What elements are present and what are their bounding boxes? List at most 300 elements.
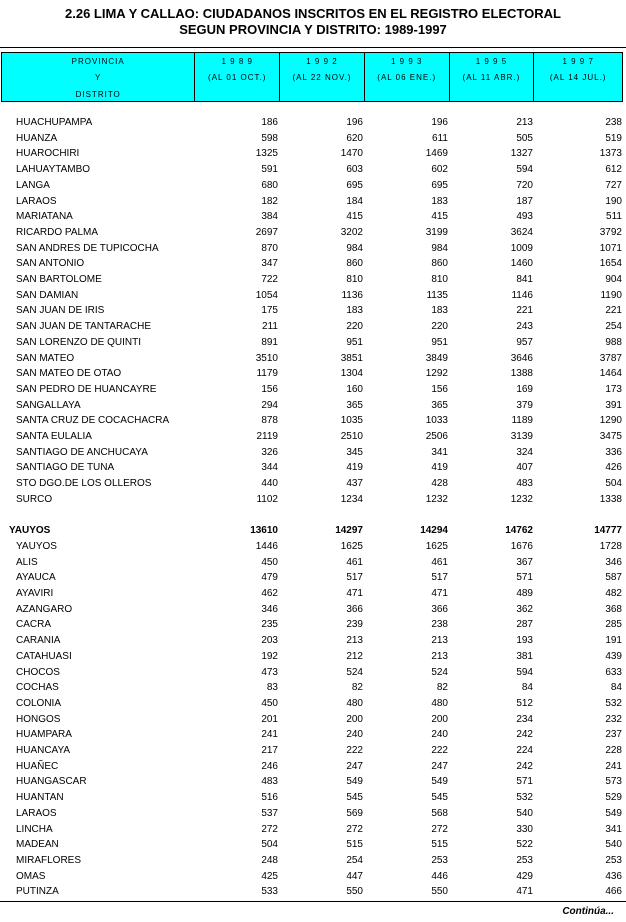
row-value: 213: [431, 635, 448, 647]
table-row: [0, 617, 626, 632]
row-name: LANGA: [16, 179, 50, 191]
row-value: 239: [346, 619, 363, 631]
row-value: 272: [346, 823, 363, 835]
header-year-1997: [534, 53, 622, 101]
row-value: 175: [261, 305, 278, 317]
row-value: 213: [346, 635, 363, 647]
row-name: YAUYOS: [16, 540, 57, 552]
table-row: [0, 209, 626, 224]
row-name: ALIS: [16, 556, 38, 568]
row-value: 196: [431, 117, 448, 128]
row-value: 221: [516, 305, 533, 317]
header-year-1992: [280, 53, 365, 101]
row-value: 904: [605, 274, 622, 285]
row-value: 532: [516, 792, 533, 804]
row-value: 1304: [340, 368, 363, 380]
row-name: HUANGASCAR: [16, 776, 87, 788]
table-row: [0, 241, 626, 256]
row-value: 367: [516, 556, 533, 568]
province-row: [0, 523, 626, 538]
table-row: [0, 335, 626, 350]
table-row: [0, 351, 626, 366]
row-value: 1446: [255, 540, 278, 552]
row-value: 3624: [510, 226, 533, 238]
row-value: 504: [605, 478, 622, 490]
row-value: 347: [261, 258, 278, 270]
row-value: 1189: [511, 415, 533, 427]
header-year-1993: [365, 53, 450, 101]
row-value: 192: [261, 650, 278, 662]
row-value: 471: [431, 588, 448, 599]
row-value: 193: [516, 635, 533, 647]
header-year: 1 9 9 3: [390, 57, 423, 66]
table-row: [0, 492, 626, 507]
row-value: 568: [431, 807, 448, 819]
row-value: 483: [516, 478, 533, 490]
row-value: 3475: [599, 431, 622, 442]
table-row: [0, 759, 626, 774]
row-value: 253: [605, 854, 622, 866]
header-year: 1 9 9 2: [306, 57, 338, 66]
row-value: 190: [605, 195, 622, 207]
row-value: 602: [431, 164, 448, 176]
row-value: 1654: [599, 258, 622, 270]
row-value: 14777: [594, 525, 622, 537]
row-name: HUANCAYA: [16, 745, 71, 756]
row-value: 365: [431, 399, 448, 411]
table-row: [0, 790, 626, 805]
table-row: [0, 555, 626, 570]
row-value: 1136: [341, 289, 363, 301]
table-row: [0, 539, 626, 554]
row-value: 182: [261, 195, 278, 207]
row-value: 549: [605, 807, 622, 819]
row-value: 235: [261, 619, 278, 631]
row-value: 429: [516, 870, 533, 882]
table-row: [0, 162, 626, 177]
row-name: CARANIA: [16, 635, 61, 647]
row-value: 515: [431, 839, 448, 851]
row-value: 1179: [256, 368, 278, 380]
row-name: SAN MATEO DE OTAO: [16, 368, 122, 380]
table-row: [0, 429, 626, 444]
row-value: 611: [432, 132, 448, 144]
row-value: 3851: [340, 352, 363, 364]
row-value: 1388: [510, 368, 533, 380]
row-value: 160: [346, 383, 363, 395]
row-value: 425: [261, 870, 278, 882]
table-row: [0, 115, 626, 130]
row-name: AZANGARO: [16, 603, 73, 615]
row-value: 83: [266, 682, 278, 694]
table-row: [0, 194, 626, 209]
row-value: 571: [516, 572, 533, 584]
row-value: 3849: [425, 352, 448, 364]
row-name: HUAROCHIRI: [16, 148, 80, 160]
row-value: 184: [346, 195, 363, 207]
row-value: 878: [261, 415, 278, 427]
row-value: 222: [431, 745, 448, 756]
row-value: 524: [431, 666, 448, 678]
row-value: 196: [346, 117, 363, 128]
row-value: 294: [261, 399, 278, 411]
row-name: SAN JUAN DE IRIS: [16, 305, 105, 317]
table-row: [0, 602, 626, 617]
row-name: OMAS: [16, 870, 46, 882]
row-value: 571: [516, 776, 533, 788]
row-value: 603: [346, 164, 363, 176]
row-value: 366: [431, 603, 448, 615]
row-value: 384: [261, 211, 278, 223]
table-row: [0, 680, 626, 695]
row-name: HONGOS: [16, 713, 61, 725]
row-value: 594: [516, 666, 533, 678]
row-name: HUANZA: [16, 132, 58, 144]
table-row: [0, 366, 626, 381]
table-row: [0, 570, 626, 585]
row-name: RICARDO PALMA: [16, 226, 99, 238]
row-value: 391: [605, 399, 622, 411]
row-value: 540: [516, 807, 533, 819]
row-value: 428: [431, 478, 448, 490]
row-value: 473: [261, 666, 278, 678]
row-name: HUAÑEC: [16, 760, 59, 772]
header-year: 1 9 9 7: [562, 57, 594, 66]
row-name: HUANTAN: [16, 792, 64, 804]
row-value: 243: [516, 321, 533, 333]
row-value: 415: [346, 211, 363, 223]
row-value: 241: [261, 729, 278, 741]
row-value: 512: [516, 697, 533, 709]
row-name: LARAOS: [16, 807, 57, 819]
row-value: 3792: [599, 226, 622, 238]
row-value: 200: [346, 713, 363, 725]
row-value: 489: [516, 588, 533, 599]
row-value: 253: [516, 854, 533, 866]
row-value: 345: [346, 446, 363, 458]
row-value: 203: [261, 635, 278, 647]
row-value: 247: [346, 760, 363, 772]
row-value: 173: [605, 383, 622, 395]
row-value: 483: [261, 776, 278, 788]
table-row: [0, 288, 626, 303]
row-value: 598: [261, 132, 278, 144]
row-name: SURCO: [16, 493, 53, 505]
row-value: 479: [261, 572, 278, 584]
row-value: 212: [346, 650, 363, 662]
row-value: 1325: [255, 148, 278, 160]
row-value: 221: [605, 305, 622, 317]
row-name: COLONIA: [16, 697, 62, 709]
row-name: HUACHUPAMPA: [16, 117, 93, 128]
row-value: 14294: [420, 525, 448, 537]
row-name: SANTA EULALIA: [16, 431, 92, 442]
row-value: 156: [261, 383, 278, 395]
table-header: [1, 52, 623, 102]
row-value: 1035: [340, 415, 363, 427]
row-name: SANTIAGO DE ANCHUCAYA: [16, 446, 148, 458]
row-value: 951: [346, 336, 363, 348]
row-value: 533: [261, 886, 278, 898]
row-value: 324: [516, 446, 533, 458]
row-value: 379: [516, 399, 533, 411]
row-value: 330: [516, 823, 533, 835]
row-value: 1470: [340, 148, 363, 160]
row-value: 253: [431, 854, 448, 866]
row-value: 522: [516, 839, 533, 851]
table-row: [0, 256, 626, 271]
bottom-rule: [0, 901, 626, 902]
row-value: 462: [261, 588, 278, 599]
row-value: 187: [516, 195, 533, 207]
table-subtitle: SEGUN PROVINCIA Y DISTRITO: 1989-1997: [179, 22, 447, 37]
row-value: 234: [516, 713, 533, 725]
row-value: 213: [516, 117, 533, 128]
row-value: 2510: [340, 431, 363, 442]
row-value: 426: [605, 462, 622, 474]
row-value: 1373: [599, 148, 622, 160]
row-value: 183: [346, 305, 363, 317]
row-value: 3199: [425, 226, 448, 238]
row-value: 450: [261, 697, 278, 709]
table-row: [0, 146, 626, 161]
row-value: 419: [431, 462, 448, 474]
row-value: 220: [346, 321, 363, 333]
row-name: AYAUCA: [16, 572, 56, 584]
table-title: 2.26 LIMA Y CALLAO: CIUDADANOS INSCRITOS EN EL REGISTRO ELECTORAL: [65, 6, 561, 21]
row-value: 336: [605, 446, 622, 458]
row-value: 366: [346, 603, 363, 615]
row-value: 82: [351, 682, 363, 694]
table-row: [0, 743, 626, 758]
row-value: 213: [431, 650, 448, 662]
row-value: 238: [605, 117, 622, 128]
row-value: 727: [605, 179, 622, 191]
row-value: 2697: [255, 226, 278, 238]
row-value: 1625: [425, 540, 448, 552]
row-value: 1232: [425, 493, 448, 505]
row-name: SAN PEDRO DE HUANCAYRE: [16, 383, 157, 395]
row-value: 722: [261, 274, 278, 285]
row-value: 84: [521, 682, 533, 694]
row-value: 1054: [255, 289, 278, 301]
row-value: 482: [605, 588, 622, 599]
row-value: 1625: [340, 540, 363, 552]
row-value: 515: [346, 839, 363, 851]
row-value: 891: [261, 336, 278, 348]
row-value: 951: [431, 336, 448, 348]
row-name: SAN MATEO: [16, 352, 75, 364]
row-value: 220: [431, 321, 448, 333]
row-value: 2119: [256, 431, 278, 442]
row-value: 1146: [511, 289, 533, 301]
row-value: 446: [431, 870, 448, 882]
row-value: 1676: [510, 540, 533, 552]
row-value: 480: [346, 697, 363, 709]
row-value: 242: [516, 729, 533, 741]
row-value: 13610: [250, 525, 278, 537]
row-value: 1469: [425, 148, 448, 160]
header-year-1995: [450, 53, 535, 101]
row-value: 545: [431, 792, 448, 804]
row-value: 242: [516, 760, 533, 772]
row-value: 246: [261, 760, 278, 772]
row-value: 186: [261, 117, 278, 128]
row-value: 272: [431, 823, 448, 835]
table-row: [0, 806, 626, 821]
row-value: 1232: [510, 493, 533, 505]
row-value: 341: [605, 823, 622, 835]
row-value: 545: [346, 792, 363, 804]
row-value: 524: [346, 666, 363, 678]
row-name: CACRA: [16, 619, 52, 631]
row-value: 529: [605, 792, 622, 804]
top-rule: [0, 47, 626, 48]
row-value: 591: [261, 164, 278, 176]
row-value: 504: [261, 839, 278, 851]
row-value: 870: [261, 242, 278, 254]
row-value: 695: [431, 179, 448, 191]
row-name: PUTINZA: [16, 886, 59, 898]
row-value: 368: [605, 603, 622, 615]
row-value: 1071: [599, 242, 622, 254]
continua-note: Continúa...: [562, 906, 614, 917]
row-value: 447: [346, 870, 363, 882]
header-label-y: Y: [95, 73, 102, 82]
table-row: [0, 272, 626, 287]
row-value: 346: [261, 603, 278, 615]
row-value: 532: [605, 697, 622, 709]
row-name: LINCHA: [16, 823, 53, 835]
row-value: 407: [516, 462, 533, 474]
row-value: 3787: [599, 352, 622, 364]
table-row: [0, 712, 626, 727]
row-value: 1290: [599, 415, 622, 427]
row-name: SAN ANTONIO: [16, 258, 85, 270]
table-row: [0, 649, 626, 664]
row-value: 217: [261, 745, 278, 756]
row-value: 1728: [599, 540, 622, 552]
row-value: 984: [431, 242, 448, 254]
row-value: 240: [346, 729, 363, 741]
row-value: 169: [516, 383, 533, 395]
table-row: [0, 131, 626, 146]
row-value: 346: [605, 556, 622, 568]
row-value: 3139: [510, 431, 533, 442]
table-row: [0, 476, 626, 491]
row-value: 254: [605, 321, 622, 333]
row-value: 810: [431, 274, 448, 285]
row-value: 285: [605, 619, 622, 631]
row-name: YAUYOS: [9, 525, 51, 537]
row-value: 238: [431, 619, 448, 631]
row-value: 1190: [600, 289, 622, 301]
table-row: [0, 869, 626, 884]
row-value: 1327: [510, 148, 533, 160]
header-year-1989: [195, 53, 280, 101]
row-value: 287: [516, 619, 533, 631]
row-name: STO DGO.DE LOS OLLEROS: [16, 478, 152, 490]
table-row: [0, 853, 626, 868]
header-date: (AL 01 OCT.): [208, 73, 267, 82]
row-name: SANTIAGO DE TUNA: [16, 462, 115, 474]
row-value: 437: [346, 478, 363, 490]
header-year: 1 9 8 9: [221, 57, 253, 66]
row-value: 3510: [255, 352, 278, 364]
table-row: [0, 727, 626, 742]
row-value: 224: [516, 745, 533, 756]
table-row: [0, 398, 626, 413]
table-row: [0, 460, 626, 475]
row-value: 860: [346, 258, 363, 270]
row-value: 680: [261, 179, 278, 191]
row-value: 860: [431, 258, 448, 270]
row-value: 222: [346, 745, 363, 756]
row-value: 573: [605, 776, 622, 788]
row-value: 1464: [599, 368, 622, 380]
row-value: 540: [605, 839, 622, 851]
header-date: (AL 22 NOV.): [292, 73, 352, 82]
row-name: CHOCOS: [16, 666, 60, 678]
table-row: [0, 822, 626, 837]
row-value: 569: [346, 807, 363, 819]
row-value: 587: [605, 572, 622, 584]
row-name: SAN BARTOLOME: [16, 274, 102, 285]
row-value: 439: [605, 650, 622, 662]
row-value: 156: [431, 383, 448, 395]
row-value: 248: [261, 854, 278, 866]
row-name: SAN DAMIAN: [16, 289, 79, 301]
table-row: [0, 774, 626, 789]
row-name: SAN JUAN DE TANTARACHE: [16, 321, 152, 333]
row-value: 191: [605, 635, 622, 647]
row-value: 633: [605, 666, 622, 678]
row-value: 326: [261, 446, 278, 458]
row-value: 211: [262, 321, 278, 333]
row-value: 493: [516, 211, 533, 223]
row-value: 254: [346, 854, 363, 866]
row-value: 365: [346, 399, 363, 411]
row-name: CATAHUASI: [16, 650, 72, 662]
row-value: 466: [605, 886, 622, 898]
row-value: 957: [516, 336, 533, 348]
row-name: LAHUAYTAMBO: [16, 164, 91, 176]
row-value: 232: [605, 713, 622, 725]
header-date: (AL 14 JUL.): [549, 73, 607, 82]
row-value: 450: [261, 556, 278, 568]
row-value: 201: [261, 713, 278, 725]
row-name: SAN ANDRES DE TUPICOCHA: [16, 242, 159, 254]
table-row: [0, 884, 626, 899]
row-value: 1292: [425, 368, 448, 380]
row-value: 480: [431, 697, 448, 709]
row-value: 436: [605, 870, 622, 882]
row-value: 549: [431, 776, 448, 788]
table-row: [0, 586, 626, 601]
row-value: 1009: [510, 242, 533, 254]
row-value: 519: [605, 132, 622, 144]
row-name: SAN LORENZO DE QUINTI: [16, 336, 142, 348]
table-row: [0, 303, 626, 318]
header-date: (AL 06 ENE.): [377, 73, 437, 82]
row-value: 620: [346, 132, 363, 144]
table-row: [0, 319, 626, 334]
row-value: 272: [261, 823, 278, 835]
row-name: SANTA CRUZ DE COCACHACRA: [16, 415, 170, 427]
row-value: 183: [431, 305, 448, 317]
row-value: 1460: [510, 258, 533, 270]
row-value: 505: [516, 132, 533, 144]
